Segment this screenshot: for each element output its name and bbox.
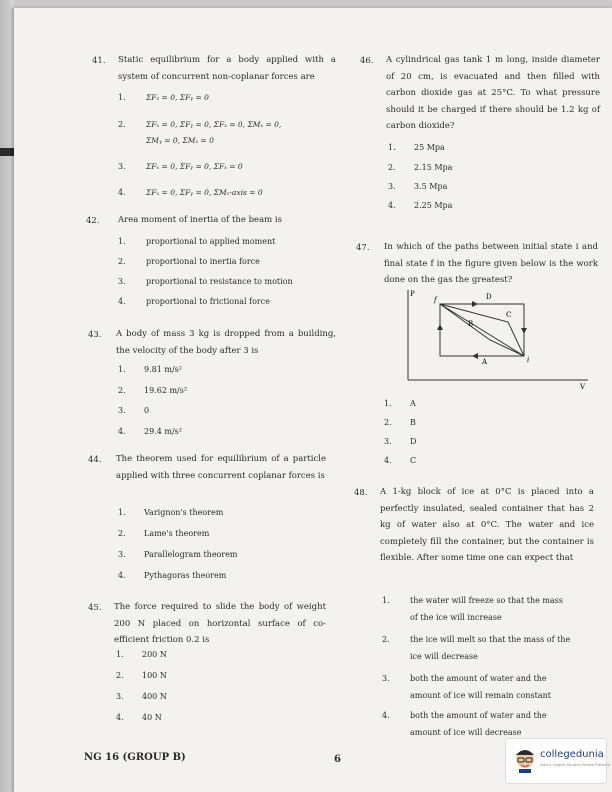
option-number: 1. <box>116 650 124 659</box>
option-text: Varignon's theorem <box>144 508 224 517</box>
option-number: 2. <box>118 257 126 266</box>
path-label-b: B <box>468 320 474 328</box>
question-number: 43. <box>88 330 102 340</box>
question-number: 47. <box>356 243 370 253</box>
question-text: In which of the paths between initial state i and final state f in the figure given below is the work done on the gas the greatest? <box>384 242 598 285</box>
option-text: C <box>410 456 417 465</box>
question-number: 45. <box>88 603 102 613</box>
option-number: 2. <box>118 529 126 538</box>
question-text: The theorem used for equilibrium of a particle applied with three concurrent coplanar forces is <box>116 454 326 481</box>
option-number: 2. <box>382 635 390 644</box>
question-number: 41. <box>92 56 106 66</box>
option-number: 4. <box>118 427 126 436</box>
question-text: Static equilibrium for a body applied with a system of concurrent non-coplanar forces are <box>118 55 336 82</box>
option-text: 200 N <box>142 650 167 659</box>
option-text-continued: ΣMᵧ = 0, ΣMₓ = 0 <box>146 136 214 145</box>
option-text: Parallelogram theorem <box>144 550 238 559</box>
option-text-continued: amount of ice will remain constant <box>410 691 552 700</box>
option-number: 2. <box>118 386 126 395</box>
path-label-a: A <box>482 358 488 366</box>
option-text: 29.4 m/s² <box>144 427 182 436</box>
option-number: 1. <box>388 143 396 152</box>
option-number: 4. <box>116 713 124 722</box>
option-text: ΣFₓ = 0, ΣFᵧ = 0, ΣFₓ = 0 <box>146 162 243 171</box>
question-text: A body of mass 3 kg is dropped from a building, the velocity of the body after 3 is <box>116 329 336 356</box>
option-number: 3. <box>118 406 126 415</box>
logo-tagline: India's Largest Student Review Platform <box>540 763 610 767</box>
question-number: 42. <box>86 216 100 226</box>
option-text: D <box>410 437 417 446</box>
option-number: 4. <box>118 188 126 197</box>
option-number: 4. <box>382 711 390 720</box>
option-text: Lame's theorem <box>144 529 210 538</box>
option-text: 400 N <box>142 692 167 701</box>
question-text: A 1-kg block of ice at 0°C is placed into a perfectly insulated, sealed container that has 2 kg of water also at 0°C. The water and ice completely fill the container, but the container is flexible. After some time one can expect that <box>380 487 594 563</box>
option-number: 1. <box>384 399 392 408</box>
option-text-continued: ice will decrease <box>410 652 478 661</box>
option-number: 2. <box>116 671 124 680</box>
option-number: 1. <box>118 93 126 102</box>
scan-edge <box>0 0 14 792</box>
option-number: 2. <box>388 163 396 172</box>
option-number: 4. <box>118 571 126 580</box>
footer-code: NG 16 (GROUP B) <box>84 752 186 763</box>
option-text: 25 Mpa <box>414 143 445 152</box>
option-number: 3. <box>384 437 392 446</box>
initial-state-label: i <box>527 356 530 364</box>
option-number: 4. <box>388 201 396 210</box>
option-number: 3. <box>118 162 126 171</box>
arrow-head <box>472 353 478 359</box>
option-text: 0 <box>144 406 150 415</box>
option-number: 1. <box>118 365 126 374</box>
option-text: both the amount of water and the <box>410 674 547 683</box>
option-text: proportional to inertia force <box>146 257 260 266</box>
option-text: the ice will melt so that the mass of the <box>410 635 571 644</box>
path-label-c: C <box>506 311 512 319</box>
option-number: 1. <box>118 508 126 517</box>
option-text: ΣFₓ = 0, ΣFᵧ = 0, ΣFₓ = 0, ΣMₓ = 0, <box>146 120 282 129</box>
v-axis-label: V <box>580 383 586 391</box>
option-number: 3. <box>118 550 126 559</box>
page-number: 6 <box>334 754 341 765</box>
option-number: 4. <box>384 456 392 465</box>
option-text: ΣFₓ = 0, ΣFᵧ = 0, ΣMₓ-axis = 0 <box>146 188 263 197</box>
question-text: Area moment of inertia of the beam is <box>118 215 282 225</box>
option-number: 3. <box>382 674 390 683</box>
option-number: 1. <box>118 237 126 246</box>
option-text: both the amount of water and the <box>410 711 547 720</box>
path-label-d: D <box>486 293 492 301</box>
option-text: B <box>410 418 416 427</box>
p-axis-label: P <box>410 290 415 298</box>
option-text-continued: of the ice will increase <box>410 613 502 622</box>
arrow-head <box>521 328 527 334</box>
collegedunia-logo <box>505 738 610 784</box>
question-number: 48. <box>354 488 368 498</box>
option-number: 3. <box>118 277 126 286</box>
option-text: 9.81 m/s² <box>144 365 182 374</box>
option-number: 2. <box>384 418 392 427</box>
final-state-label: f <box>434 296 437 304</box>
option-text: 40 N <box>142 713 162 722</box>
option-text: proportional to frictional force <box>146 297 270 306</box>
logo-wordmark: collegedunia <box>540 749 604 760</box>
option-text: 2.15 Mpa <box>414 163 453 172</box>
option-text: 2.25 Mpa <box>414 201 453 210</box>
option-text: Pythagoras theorem <box>144 571 227 580</box>
pv-diagram <box>398 284 598 392</box>
option-text: 100 N <box>142 671 167 680</box>
option-number: 3. <box>116 692 124 701</box>
option-number: 1. <box>382 596 390 605</box>
option-text: A <box>410 399 416 408</box>
question-number: 44. <box>88 455 102 465</box>
option-text: ΣFₓ = 0, ΣFᵧ = 0 <box>146 93 209 102</box>
option-text: the water will freeze so that the mass <box>410 596 563 605</box>
option-text: proportional to resistance to motion <box>146 277 293 286</box>
option-text: 19.62 m/s² <box>144 386 188 395</box>
arrow-head <box>472 301 478 307</box>
question-text: A cylindrical gas tank 1 m long, inside diameter of 20 cm, is evacuated and then filled with carbon dioxide gas at 25°C. To what pressure should it be charged if there should be 1.2 kg of carbon dioxide? <box>386 55 600 131</box>
option-number: 2. <box>118 120 126 129</box>
question-number: 46. <box>360 56 374 66</box>
option-number: 3. <box>388 182 396 191</box>
question-text: The force required to slide the body of weight 200 N placed on horizontal surface of co-efficient friction 0.2 is <box>114 602 326 645</box>
option-text: 3.5 Mpa <box>414 182 448 191</box>
mascot-icon <box>514 747 536 773</box>
option-number: 4. <box>118 297 126 306</box>
option-text-continued: amount of ice will decrease <box>410 728 522 737</box>
option-text: proportional to applied moment <box>146 237 276 246</box>
exam-page <box>14 8 612 792</box>
arrow-head <box>437 324 443 330</box>
